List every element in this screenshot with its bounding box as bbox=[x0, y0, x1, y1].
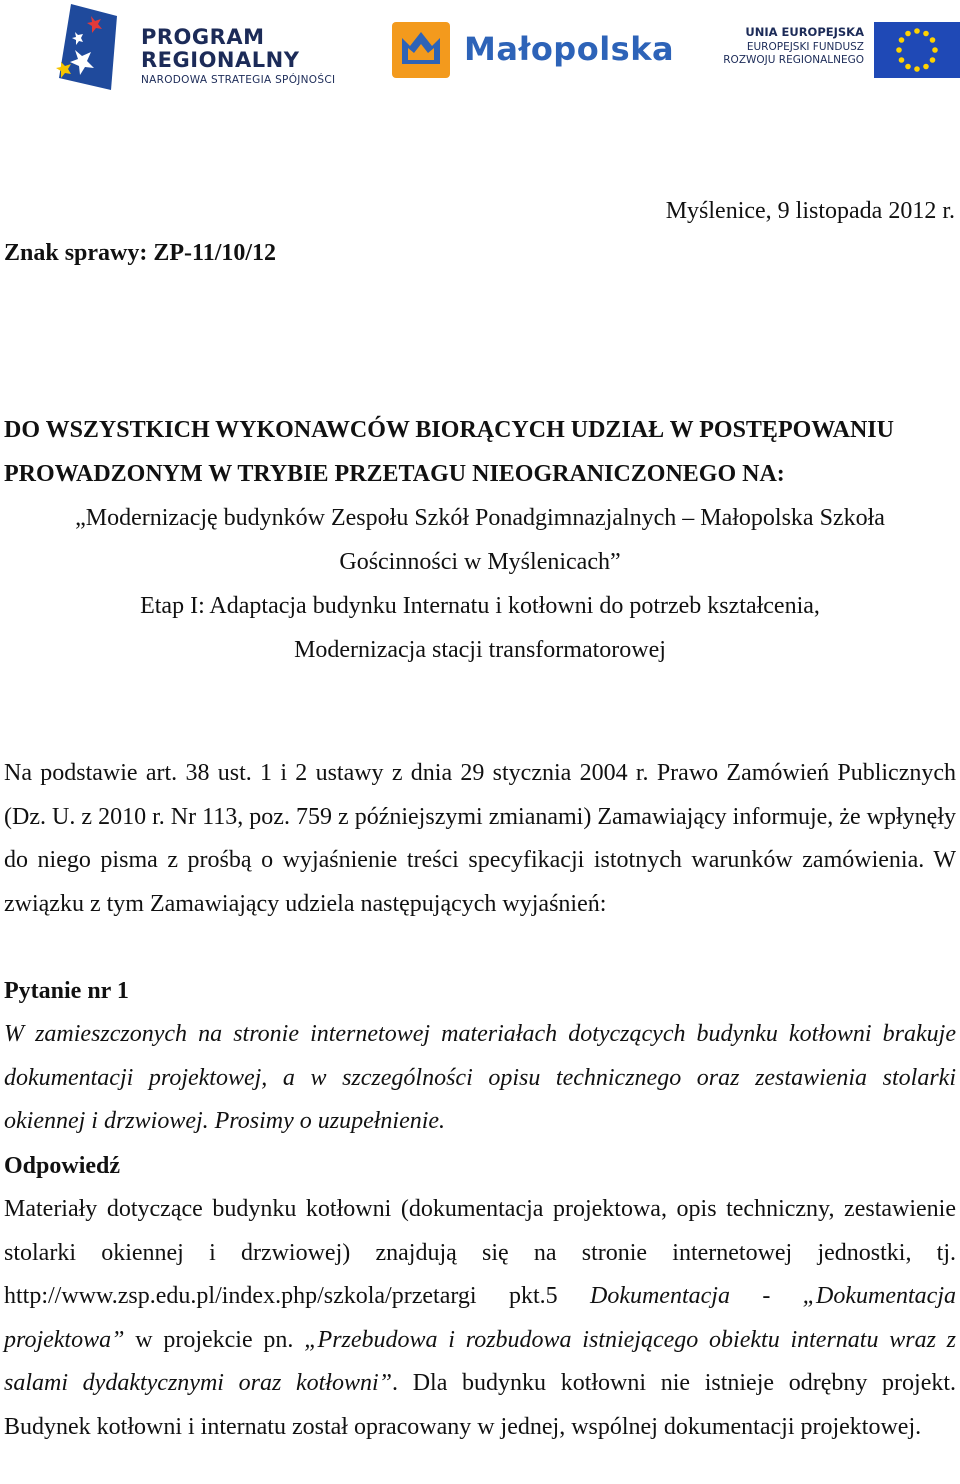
program-line-3: NARODOWA STRATEGIA SPÓJNOŚCI bbox=[141, 74, 336, 86]
star-flag-icon bbox=[55, 4, 135, 94]
addressee-block bbox=[4, 408, 956, 672]
addressee-line-1: DO WSZYSTKICH WYKONAWCÓW BIORĄCYCH UDZIAŁ W POSTĘPOWANIU bbox=[4, 417, 894, 443]
document-date: Myślenice, 9 listopada 2012 r. bbox=[665, 198, 955, 224]
answer-project-name: „Przebudowa i rozbudowa istniejącego obiektu internatu wraz z salami dydaktycznymi oraz kotłowni” bbox=[4, 1326, 957, 1396]
program-line-1: PROGRAM bbox=[141, 25, 265, 49]
answer-text-2: w projekcie pn. bbox=[135, 1326, 294, 1353]
program-regionalny-logo bbox=[55, 4, 355, 94]
intro-paragraph: Na podstawie art. 38 ust. 1 i 2 ustawy z dnia 29 stycznia 2004 r. Prawo Zamówień Publicznych (Dz. U. z 2010 r. Nr 113, poz. 759 z późniejszymi zmianami) Zamawiający informuje, że wpłynęły do niego pisma z prośbą o wyjaśnienie treści specyfikacji istotnych warunków zamówienia. W związku z tym Zamawiający udziela następujących wyjaśnień: bbox=[4, 760, 956, 917]
eu-line-1: UNIA EUROPEJSKA bbox=[745, 25, 864, 39]
answer-text-3: . Dla budynku kotłowni nie istnieje odrębny projekt. Budynek kotłowni i internatu został opracowany w jednej, wspólnej dokumentacji projektowej. bbox=[4, 1370, 957, 1440]
answer-paragraph bbox=[4, 1188, 956, 1449]
program-line-2: REGIONALNY bbox=[141, 48, 300, 72]
stage-line-1: Etap I: Adaptacja budynku Internatu i kotłowni do potrzeb kształcenia, bbox=[140, 593, 820, 619]
addressee-line-2: PROWADZONYM W TRYBIE PRZETAGU NIEOGRANICZONEGO NA: bbox=[4, 461, 785, 487]
eu-line-3: ROZWOJU REGIONALNEGO bbox=[723, 54, 864, 66]
project-title-line-2: Gościnności w Myślenicach” bbox=[339, 549, 621, 575]
eu-logo bbox=[718, 20, 960, 80]
eu-flag-icon bbox=[874, 22, 960, 78]
malopolska-crown-icon bbox=[390, 20, 454, 80]
question-text: W zamieszczonych na stronie internetowej materiałach dotyczących budynku kotłowni brakuje dokumentacji projektowej, a w szczególności opisu technicznego oraz zestawienia stolarki okiennej i drzwiowej. Prosimy o uzupełnienie. bbox=[4, 1021, 956, 1134]
question-heading: Pytanie nr 1 bbox=[4, 978, 129, 1004]
answer-heading: Odpowiedź bbox=[4, 1153, 121, 1179]
stage-line-2: Modernizacja stacji transformatorowej bbox=[294, 637, 666, 663]
eu-line-2: EUROPEJSKI FUNDUSZ bbox=[746, 41, 864, 53]
logo-bar bbox=[0, 0, 960, 100]
answer-text-1: Materiały dotyczące budynku kotłowni (dokumentacja projektowa, opis techniczny, zestawienie stolarki okiennej i drzwiowej) znajdują się na stronie internetowej jednostki, tj. http://www.zsp.edu.pl/index.php/szkola/przetargi pkt.5 bbox=[4, 1196, 956, 1309]
project-title-line-1: „Modernizację budynków Zespołu Szkół Ponadgimnazjalnych – Małopolska Szkoła bbox=[75, 505, 885, 531]
answer-doc-name: Dokumentacja - „Dokumentacja projektowa” bbox=[4, 1283, 956, 1353]
case-reference: Znak sprawy: ZP-11/10/12 bbox=[4, 240, 277, 266]
malopolska-name: Małopolska bbox=[464, 30, 675, 68]
malopolska-logo bbox=[390, 20, 690, 80]
